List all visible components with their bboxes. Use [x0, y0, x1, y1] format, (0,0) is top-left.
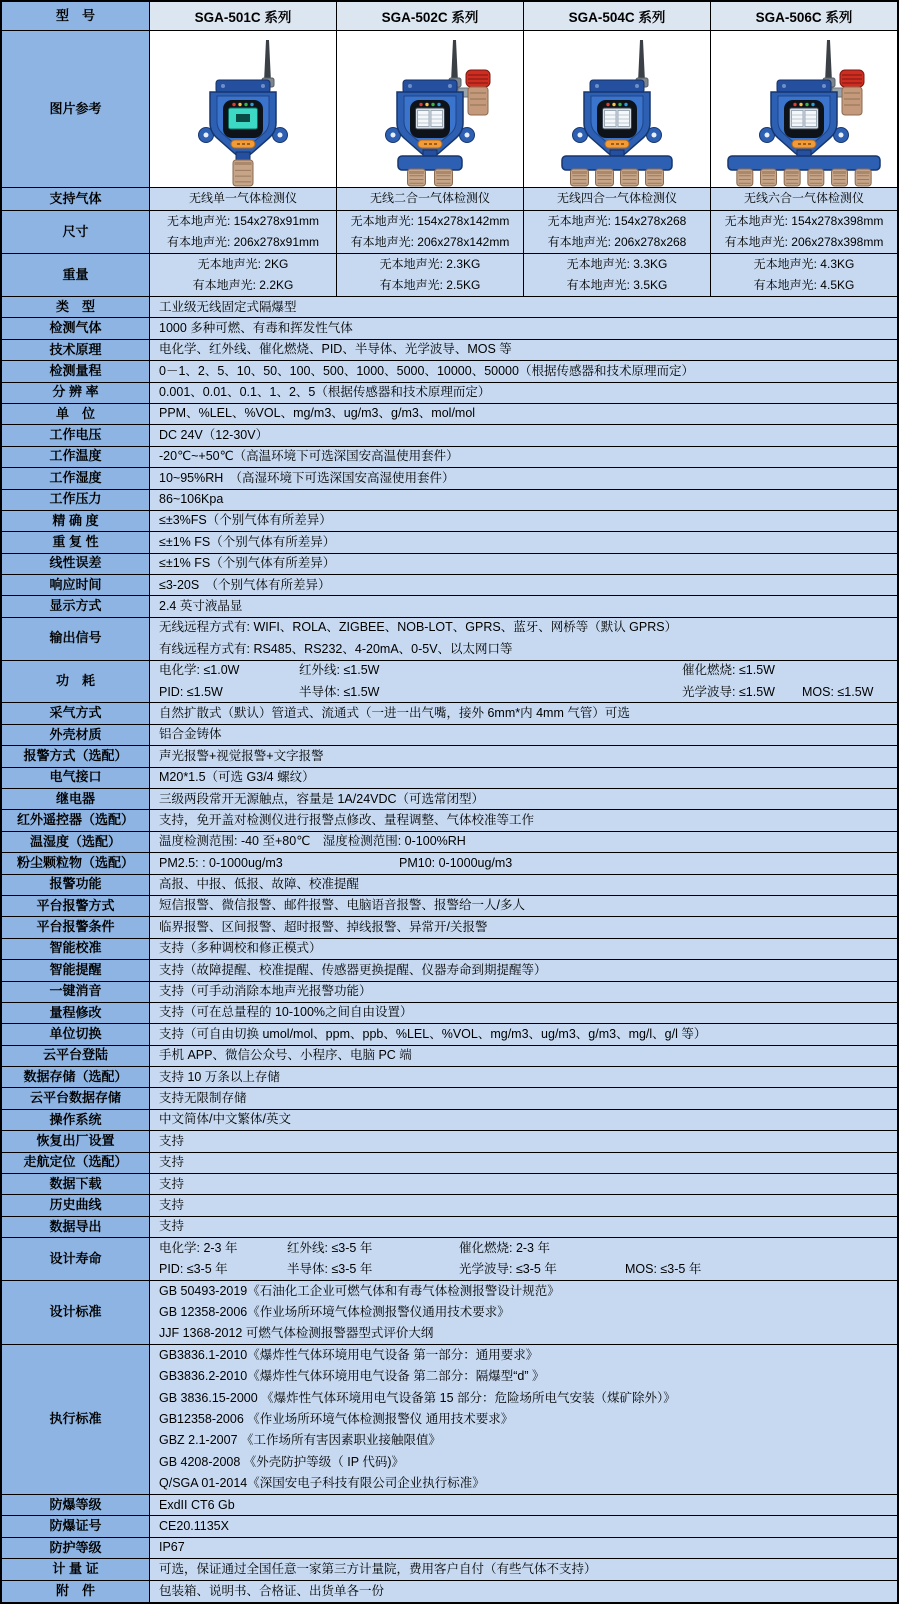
spec-row: [2, 832, 897, 853]
detector-image-sga-504c: [523, 31, 710, 187]
row-value-line: GB 50493-2019《石油化工企业可燃气体和有毒气体检测报警设计规范》: [159, 1283, 560, 1298]
row-value-line: 0.001、0.01、0.1、1、2、5（根据传感器和技术原理而定）: [159, 385, 491, 400]
row-label: 走航定位（选配）: [2, 1153, 150, 1173]
row-label: 输出信号: [2, 618, 150, 660]
row-label: 平台报警方式: [2, 896, 150, 916]
spec-row: [2, 468, 897, 489]
model-header-group: [150, 2, 897, 30]
weight-row: [2, 254, 897, 297]
spec-row: [2, 1217, 897, 1238]
row-value: [150, 1345, 897, 1494]
model-header-sga-502c: SGA-502C 系列: [336, 2, 523, 30]
row-value: [150, 318, 897, 338]
spec-row: [2, 789, 897, 810]
row-value-line: 无线远程方式有: WIFI、ROLA、ZIGBEE、NOB-LOT、GPRS、蓝牙、网桥等（默认 GPRS）: [159, 620, 678, 635]
row-value-line: 可选，保证通过全国任意一家第三方计量院，费用客户自付（有些气体不支持）: [159, 1561, 597, 1576]
row-value: [150, 1538, 897, 1558]
row-value-line: 有线远程方式有: RS485、RS232、4-20mA、0-5V、以太网口等: [159, 641, 513, 656]
row-label: 工作温度: [2, 447, 150, 467]
row-value-line: 支持: [159, 1219, 185, 1234]
row-value-line: JJF 1368-2012 可燃气体检测报警器型式评价大纲: [159, 1326, 434, 1341]
image-row: [2, 31, 897, 188]
row-value: [150, 875, 897, 895]
model-header-sga-501c: SGA-501C 系列: [150, 2, 336, 30]
header-row: [2, 2, 897, 31]
row-value: [150, 596, 897, 616]
row-value: [150, 1110, 897, 1130]
antenna: [825, 40, 832, 82]
row-value-line: Q/SGA 01-2014《深国安电子科技有限公司企业执行标准》: [159, 1476, 485, 1491]
weight-value-sga-501c: 无本地声光: 2KG 有本地声光: 2.2KG: [150, 254, 336, 296]
spec-row: [2, 917, 897, 938]
spec-row: [2, 982, 897, 1003]
row-value: [150, 789, 897, 809]
row-value-line: 支持（可自由切换 umol/mol、ppm、ppb、%LEL、%VOL、mg/m3、ug/m3、g/m3、mg/l、g/l 等）: [159, 1026, 707, 1041]
row-value: [150, 982, 897, 1002]
row-value: [150, 468, 897, 488]
row-label: 单位切换: [2, 1024, 150, 1044]
row-value-line: 支持 10 万条以上存储: [159, 1069, 280, 1084]
row-value-line: [159, 1238, 897, 1259]
row-value: [150, 1495, 897, 1515]
row-value-line: IP67: [159, 1540, 185, 1555]
row-value-line: ≤±3%FS（个别气体有所差异）: [159, 513, 332, 528]
row-label: 历史曲线: [2, 1195, 150, 1215]
row-value-line: -20℃~+50℃（高温环境下可选深国安高温使用套件）: [159, 449, 459, 464]
spec-row: [2, 768, 897, 789]
spec-row: [2, 1345, 897, 1495]
row-value-line: 支持: [159, 1133, 185, 1148]
row-value-line: 支持（可手动消除本地声光报警功能）: [159, 984, 372, 999]
row-label: 计 量 证: [2, 1559, 150, 1579]
row-value: [150, 361, 897, 381]
row-label: 类 型: [2, 297, 150, 317]
detector-image-sga-506c: [710, 31, 897, 187]
spec-row: [2, 703, 897, 724]
spec-row: [2, 1195, 897, 1216]
spec-row: [2, 875, 897, 896]
row-value-segment: 催化燃烧: 2-3 年: [459, 1240, 550, 1255]
row-value: [150, 853, 897, 873]
row-label: 功 耗: [2, 661, 150, 703]
row-value-segment: 半导体: ≤3-5 年: [287, 1262, 373, 1277]
row-value: [150, 511, 897, 531]
row-value-line: GBZ 2.1-2007 《工作场所有害因素职业接触限值》: [159, 1433, 441, 1448]
row-label: 电气接口: [2, 768, 150, 788]
row-label: 平台报警条件: [2, 917, 150, 937]
row-value: [150, 1516, 897, 1536]
spec-row: [2, 960, 897, 981]
spec-row: [2, 1281, 897, 1345]
row-label: 红外遥控器（选配）: [2, 810, 150, 830]
row-value: [150, 1559, 897, 1579]
spec-row: [2, 810, 897, 831]
spec-row: [2, 318, 897, 339]
row-value-line: 温度检测范围: -40 至+80℃ 湿度检测范围: 0-100%RH: [159, 834, 466, 849]
row-value: [150, 1024, 897, 1044]
row-value-line: [159, 853, 897, 873]
row-label: 量程修改: [2, 1003, 150, 1023]
spec-row: [2, 425, 897, 446]
row-value-segment: PM10: 0-1000ug/m3: [399, 855, 513, 870]
row-value: [150, 383, 897, 403]
size-value-sga-502c: 无本地声光: 154x278x142mm 有本地声光: 206x278x142mm: [336, 211, 523, 253]
row-value: [150, 618, 897, 660]
size-value-sga-506c: 无本地声光: 154x278x398mm 有本地声光: 206x278x398mm: [710, 211, 897, 253]
row-value-segment: MOS: ≤1.5W: [802, 684, 874, 699]
row-value-line: 包装箱、说明书、合格证、出货单各一份: [159, 1583, 385, 1598]
spec-row: [2, 1088, 897, 1109]
row-value-segment: 电化学: 2-3 年: [159, 1240, 238, 1255]
row-value-line: 支持，免开盖对检测仪进行报警点修改、量程调整、气体校准等工作: [159, 812, 535, 827]
row-value-line: 中文简体/中文繁体/英文: [159, 1112, 291, 1127]
spec-row: [2, 554, 897, 575]
row-value: [150, 1281, 897, 1344]
row-value-segment: PM2.5: : 0-1000ug/m3: [159, 855, 283, 870]
row-label: 单 位: [2, 404, 150, 424]
row-label: 外壳材质: [2, 725, 150, 745]
row-value-segment: 半导体: ≤1.5W: [299, 684, 380, 699]
row-value-segment: 红外线: ≤1.5W: [299, 663, 380, 678]
row-value-line: 86~106Kpa: [159, 492, 224, 507]
row-value-line: 三级两段常开无源触点，容量是 1A/24VDC（可选常闭型）: [159, 791, 485, 806]
row-value-line: 手机 APP、微信公众号、小程序、电脑 PC 端: [159, 1048, 412, 1063]
spec-row: [2, 1003, 897, 1024]
spec-row: [2, 1495, 897, 1516]
spec-row: [2, 383, 897, 404]
row-value: [150, 939, 897, 959]
detector-image-sga-502c: [336, 31, 523, 187]
row-value-line: 2.4 英寸液晶显: [159, 598, 243, 613]
weight-label: 重量: [2, 254, 150, 296]
weight-value-sga-504c: 无本地声光: 3.3KG 有本地声光: 3.5KG: [523, 254, 710, 296]
spec-row: [2, 661, 897, 704]
spec-row: [2, 1024, 897, 1045]
detector-image-group: [150, 31, 897, 187]
row-value: [150, 1088, 897, 1108]
spec-row: [2, 939, 897, 960]
row-label: 数据存储（选配）: [2, 1067, 150, 1087]
size-value-sga-504c: 无本地声光: 154x278x268 有本地声光: 206x278x268: [523, 211, 710, 253]
model-header-sga-506c: SGA-506C 系列: [710, 2, 897, 30]
antenna: [638, 40, 645, 82]
row-value-line: ExdII CT6 Gb: [159, 1497, 235, 1512]
row-value: [150, 746, 897, 766]
support-gas-label: 支持气体: [2, 188, 150, 210]
support-value-sga-506c: 无线六合一气体检测仪: [710, 188, 897, 210]
row-label: 重 复 性: [2, 532, 150, 552]
spec-row: [2, 1581, 897, 1602]
row-label: 防爆证号: [2, 1516, 150, 1536]
row-label: 技术原理: [2, 340, 150, 360]
row-value-line: ≤±1% FS（个别气体有所差异）: [159, 534, 336, 549]
row-value: [150, 832, 897, 852]
row-value-line: 工业级无线固定式隔爆型: [159, 299, 297, 314]
spec-row: [2, 596, 897, 617]
row-label: 工作电压: [2, 425, 150, 445]
support-value-sga-502c: 无线二合一气体检测仪: [336, 188, 523, 210]
spec-row: [2, 511, 897, 532]
support-gas-row: [2, 188, 897, 211]
spec-row: [2, 490, 897, 511]
row-value: [150, 532, 897, 552]
row-value-line: M20*1.5（可选 G3/4 螺纹）: [159, 770, 315, 785]
header-label-model: 型 号: [2, 2, 150, 30]
row-label: 云平台登陆: [2, 1046, 150, 1066]
spec-row: [2, 447, 897, 468]
row-label: 数据下载: [2, 1174, 150, 1194]
spec-row: [2, 1153, 897, 1174]
row-value-line: 电化学、红外线、催化燃烧、PID、半导体、光学波导、MOS 等: [159, 342, 512, 357]
row-value: [150, 960, 897, 980]
spec-row: [2, 1238, 897, 1281]
row-value-line: 声光报警+视觉报警+文字报警: [159, 748, 324, 763]
row-value-line: GB12358-2006 《作业场所环境气体检测报警仪 通用技术要求》: [159, 1411, 514, 1426]
row-value-line: 短信报警、微信报警、邮件报警、电脑语音报警、报警给一人/多人: [159, 898, 525, 913]
row-value: [150, 1153, 897, 1173]
row-value-line: 支持无限制存储: [159, 1090, 247, 1105]
spec-row: [2, 361, 897, 382]
weight-value-sga-502c: 无本地声光: 2.3KG 有本地声光: 2.5KG: [336, 254, 523, 296]
row-label: 工作湿度: [2, 468, 150, 488]
row-value-line: [159, 682, 897, 703]
spec-row: [2, 896, 897, 917]
row-value-segment: 光学波导: ≤3-5 年: [459, 1262, 557, 1277]
row-value: [150, 575, 897, 595]
row-value: [150, 661, 897, 703]
support-value-sga-501c: 无线单一气体检测仪: [150, 188, 336, 210]
row-label: 防爆等级: [2, 1495, 150, 1515]
row-value: [150, 404, 897, 424]
row-label: 智能校准: [2, 939, 150, 959]
spec-row: [2, 532, 897, 553]
row-label: 执行标准: [2, 1345, 150, 1494]
spec-row: [2, 1559, 897, 1580]
row-value-segment: PID: ≤1.5W: [159, 684, 223, 699]
spec-row: [2, 575, 897, 596]
row-label: 操作系统: [2, 1110, 150, 1130]
row-value: [150, 425, 897, 445]
row-value-line: DC 24V（12-30V）: [159, 427, 269, 442]
row-value-line: PPM、%LEL、%VOL、mg/m3、ug/m3、g/m3、mol/mol: [159, 406, 476, 421]
row-value: [150, 1195, 897, 1215]
gas-detector-illustration: [337, 32, 523, 187]
row-value-line: 1000 多种可燃、有毒和挥发性气体: [159, 320, 353, 335]
row-value-line: GB 12358-2006《作业场所环境气体检测报警仪通用技术要求》: [159, 1304, 510, 1319]
row-value-line: [159, 661, 897, 682]
spec-row: [2, 1131, 897, 1152]
row-value-line: 支持: [159, 1155, 185, 1170]
row-label: 采气方式: [2, 703, 150, 723]
row-value: [150, 725, 897, 745]
row-value: [150, 297, 897, 317]
row-value-line: 0－1、2、5、10、50、100、500、1000、5000、10000、50000（根据传感器和技术原理而定）: [159, 363, 694, 378]
row-label: 粉尘颗粒物（选配）: [2, 853, 150, 873]
row-label: 数据导出: [2, 1217, 150, 1237]
row-label: 显示方式: [2, 596, 150, 616]
row-label: 报警功能: [2, 875, 150, 895]
spec-row: [2, 1174, 897, 1195]
row-value-line: 铝合金铸体: [159, 727, 222, 742]
row-value: [150, 340, 897, 360]
spec-row: [2, 853, 897, 874]
row-value-line: 高报、中报、低报、故障、校准提醒: [159, 877, 360, 892]
spec-row: [2, 404, 897, 425]
row-label: 检测气体: [2, 318, 150, 338]
row-label: 报警方式（选配）: [2, 746, 150, 766]
row-value-line: 自然扩散式（默认）管道式、流通式（一进一出气嘴，接外 6mm*内 4mm 气管）可选: [159, 705, 630, 720]
gas-detector-illustration: [150, 32, 336, 187]
size-value-sga-501c: 无本地声光: 154x278x91mm 有本地声光: 206x278x91mm: [150, 211, 336, 253]
row-label: 一键消音: [2, 982, 150, 1002]
gas-detector-illustration: [524, 32, 710, 187]
row-label: 恢复出厂设置: [2, 1131, 150, 1151]
row-label: 工作压力: [2, 490, 150, 510]
row-label: 分 辨 率: [2, 383, 150, 403]
row-value: [150, 490, 897, 510]
row-value: [150, 1003, 897, 1023]
row-value-line: 临界报警、区间报警、超时报警、掉线报警、异常开/关报警: [159, 919, 488, 934]
row-value: [150, 703, 897, 723]
row-value-line: GB3836.1-2010《爆炸性气体环境用电气设备 第一部分：通用要求》: [159, 1347, 539, 1362]
row-value: [150, 810, 897, 830]
row-label: 设计标准: [2, 1281, 150, 1344]
row-value: [150, 447, 897, 467]
row-label: 线性误差: [2, 554, 150, 574]
row-value-line: 支持: [159, 1197, 185, 1212]
spec-row: [2, 725, 897, 746]
weight-value-sga-506c: 无本地声光: 4.3KG 有本地声光: 4.5KG: [710, 254, 897, 296]
row-value-line: [159, 1259, 897, 1280]
row-value: [150, 1174, 897, 1194]
spec-row: [2, 746, 897, 767]
row-value-line: GB3836.2-2010《爆炸性气体环境用电气设备 第二部分：隔爆型“d” 》: [159, 1369, 545, 1384]
row-value-segment: 光学波导: ≤1.5W: [682, 684, 775, 699]
row-value-line: ≤±1% FS（个别气体有所差异）: [159, 556, 336, 571]
row-value-line: CE20.1135X: [159, 1518, 229, 1533]
manifold: [728, 156, 880, 170]
row-value-line: GB 4208-2008 《外壳防护等级（ IP 代码)》: [159, 1454, 404, 1469]
manifold: [562, 156, 672, 170]
row-value-line: 10~95%RH （高湿环境下可选深国安高湿使用套件）: [159, 470, 455, 485]
size-label: 尺寸: [2, 211, 150, 253]
spec-row: [2, 1110, 897, 1131]
row-value-segment: PID: ≤3-5 年: [159, 1262, 228, 1277]
size-row: [2, 211, 897, 254]
row-value-segment: 电化学: ≤1.0W: [159, 663, 240, 678]
row-value: [150, 1131, 897, 1151]
row-label: 继电器: [2, 789, 150, 809]
row-label: 精 确 度: [2, 511, 150, 531]
row-value: [150, 1217, 897, 1237]
spec-row: [2, 618, 897, 661]
row-label: 防护等级: [2, 1538, 150, 1558]
row-value-line: 支持（故障提醒、校准提醒、传感器更换提醒、仪器寿命到期提醒等）: [159, 962, 547, 977]
row-value-line: GB 3836.15-2000 《爆炸性气体环境用电气设备第 15 部分：危险场所电气安装（煤矿除外）》: [159, 1390, 676, 1405]
row-value-segment: 红外线: ≤3-5 年: [287, 1240, 373, 1255]
support-value-sga-504c: 无线四合一气体检测仪: [523, 188, 710, 210]
spec-row: [2, 297, 897, 318]
row-value: [150, 1581, 897, 1602]
row-label: 云平台数据存储: [2, 1088, 150, 1108]
row-value: [150, 554, 897, 574]
spec-row: [2, 1516, 897, 1537]
row-value: [150, 1067, 897, 1087]
spec-row: [2, 1046, 897, 1067]
row-value-line: ≤3-20S （个别气体有所差异）: [159, 577, 331, 592]
row-label: 温湿度（选配）: [2, 832, 150, 852]
row-label: 智能提醒: [2, 960, 150, 980]
manifold: [398, 156, 462, 170]
row-value: [150, 896, 897, 916]
image-row-label: 图片参考: [2, 31, 150, 187]
antenna: [264, 40, 271, 82]
row-label: 附 件: [2, 1581, 150, 1602]
row-value-line: 支持（可在总量程的 10-100%之间自由设置）: [159, 1005, 413, 1020]
spec-row: [2, 340, 897, 361]
row-label: 响应时间: [2, 575, 150, 595]
row-value-line: 支持: [159, 1176, 185, 1191]
spec-row: [2, 1067, 897, 1088]
row-value-segment: MOS: ≤3-5 年: [625, 1262, 702, 1277]
row-value: [150, 1046, 897, 1066]
row-value: [150, 917, 897, 937]
row-label: 设计寿命: [2, 1238, 150, 1280]
detector-image-sga-501c: [150, 31, 336, 187]
spec-row: [2, 1538, 897, 1559]
row-value-segment: 催化燃烧: ≤1.5W: [682, 663, 775, 678]
model-header-sga-504c: SGA-504C 系列: [523, 2, 710, 30]
row-label: 检测量程: [2, 361, 150, 381]
row-value: [150, 768, 897, 788]
row-value: [150, 1238, 897, 1280]
row-value-line: 支持（多种调校和修正模式）: [159, 941, 322, 956]
gas-detector-illustration: [711, 32, 897, 187]
antenna: [451, 40, 458, 82]
